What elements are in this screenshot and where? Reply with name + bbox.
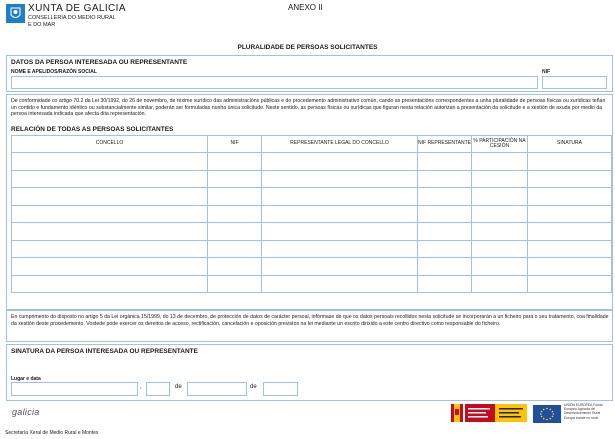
participacion-cell[interactable] (472, 188, 528, 206)
day-field[interactable] (146, 382, 170, 396)
annex-label: ANEXO II (288, 3, 323, 12)
column-header-concello: CONCELLO (12, 136, 208, 153)
name-field[interactable] (11, 76, 538, 89)
concello-cell[interactable] (12, 188, 208, 206)
year-field[interactable] (263, 382, 298, 396)
place-field[interactable] (11, 382, 138, 396)
participacion-cell[interactable] (472, 170, 528, 188)
representante-cell[interactable] (262, 258, 418, 276)
table-row (12, 153, 612, 171)
form-title: PLURALIDADE DE PERSOAS SOLICITANTES (237, 44, 378, 51)
galicia-logo (12, 407, 40, 417)
concello-cell[interactable] (12, 170, 208, 188)
column-header-nif-representante: NIF REPRESENTANTE (418, 136, 472, 153)
eu-flag-icon (533, 405, 561, 423)
table-row (12, 275, 612, 293)
nif-cell[interactable] (208, 205, 262, 223)
participacion-cell[interactable] (472, 258, 528, 276)
department-line-2: E DO MAR (28, 21, 56, 28)
comma-separator: , (140, 384, 142, 390)
nif-cell[interactable] (208, 275, 262, 293)
relation-section-title: RELACIÓN DE TODAS AS PERSOAS SOLICITANTES (11, 126, 174, 133)
intro-paragraph: De conformidade co artigo 70.2 da Lei 30/1992, do 26 de novembro, de réxime xurídico das administracións públicas e do procedemento administrativo común, cando as presentacións correspondentes a unha pluralidade de persoas físicas ou xurídicas teñan un contido e fundamento idéntico ou substancialmente similar, poderán ser formuladas nunha única solicitude. Neste sentido, as persoas físicas ou xurídicas que figuran nesta relación autorizan a presentación da solicitude e a xestión de axuda por medio da persoa interesada indicada que afecta dita representación. (11, 98, 606, 118)
table-row (12, 223, 612, 241)
sinatura-cell[interactable] (528, 153, 612, 171)
nif-representante-cell[interactable] (418, 205, 472, 223)
representante-cell[interactable] (262, 223, 418, 241)
column-header-participacion: % PARTICIPACIÓN NA CESIÓN (472, 136, 528, 153)
concello-cell[interactable] (12, 153, 208, 171)
sinatura-cell[interactable] (528, 223, 612, 241)
table-row (12, 188, 612, 206)
participacion-cell[interactable] (472, 223, 528, 241)
secretaria-label: Secretaría Xeral de Medio Rural e Montes (5, 430, 99, 436)
participacion-cell[interactable] (472, 275, 528, 293)
signature-section-title: SINATURA DA PERSOA INTERESADA OU REPRESENTANTE (11, 348, 198, 355)
sinatura-cell[interactable] (528, 275, 612, 293)
relation-section (6, 94, 613, 310)
nif-cell[interactable] (208, 170, 262, 188)
signature-section (6, 344, 613, 401)
table-row (12, 240, 612, 258)
representante-cell[interactable] (262, 188, 418, 206)
applicant-section-title: DATOS DA PERSOA INTERESADA OU REPRESENTANTE (11, 59, 188, 66)
nif-cell[interactable] (208, 153, 262, 171)
table-row (12, 170, 612, 188)
participacion-cell[interactable] (472, 205, 528, 223)
nif-representante-cell[interactable] (418, 223, 472, 241)
nif-representante-cell[interactable] (418, 153, 472, 171)
nif-representante-cell[interactable] (418, 275, 472, 293)
sinatura-cell[interactable] (528, 188, 612, 206)
sinatura-cell[interactable] (528, 240, 612, 258)
org-name: XUNTA DE GALICIA (28, 3, 126, 14)
spain-coat-of-arms-icon (451, 404, 463, 422)
nif-cell[interactable] (208, 188, 262, 206)
nif-representante-cell[interactable] (418, 240, 472, 258)
nif-field[interactable] (542, 76, 607, 89)
nif-label: NIF (542, 69, 551, 75)
column-header-representante: REPRESENTANTE LEGAL DO CONCELLO (262, 136, 418, 153)
place-date-row (7, 382, 612, 396)
representante-cell[interactable] (262, 240, 418, 258)
xunta-shield-icon (6, 4, 25, 23)
column-header-nif: NIF (208, 136, 262, 153)
table-row (12, 258, 612, 276)
table-row (12, 205, 612, 223)
eu-feader-text: UNIÓN EUROPEA Fondo Europeo Agrícola de Desenvolvemento Rural Europa inviste no rural (564, 403, 603, 420)
ministry-logo (465, 404, 527, 422)
department-line-1: CONSELLERÍA DO MEDIO RURAL (28, 15, 116, 21)
nif-cell[interactable] (208, 240, 262, 258)
de-separator-1: de (175, 384, 182, 390)
department-name (28, 15, 116, 28)
concello-cell[interactable] (12, 275, 208, 293)
participacion-cell[interactable] (472, 240, 528, 258)
concello-cell[interactable] (12, 240, 208, 258)
table-header-row (12, 136, 612, 153)
month-field[interactable] (187, 382, 247, 396)
xunta-logo (6, 4, 25, 23)
name-label: NOME E APELIDOS/RAZÓN SOCIAL (11, 69, 97, 75)
concello-cell[interactable] (12, 205, 208, 223)
table-body (12, 153, 612, 293)
privacy-paragraph: En cumprimento do disposto no artigo 5 da Lei orgánica 15/1999, do 13 de decembro, de protección de datos de carácter persoal, infórmase de que os datos persoais recollidos nesta solicitude se incorporarán a un ficheiro para o seu tratamento, coa finalidade da xestión deste procedemento. Vostede pode exercer os dereitos de acceso, rectificación, cancelación e oposición previstos na lei mediante un escrito dirixido a este centro directivo como responsable do ficheiro. (11, 314, 609, 327)
nif-representante-cell[interactable] (418, 188, 472, 206)
persons-table (11, 135, 612, 293)
eu-stars-icon (533, 405, 561, 423)
privacy-section (6, 310, 613, 342)
nif-cell[interactable] (208, 223, 262, 241)
galicia-logo-text: galicia (12, 407, 40, 417)
applicant-section (6, 55, 613, 92)
column-header-sinatura: SINATURA (528, 136, 612, 153)
de-separator-2: de (250, 384, 257, 390)
place-date-label: Lugar e data (11, 376, 41, 382)
concello-cell[interactable] (12, 258, 208, 276)
sinatura-cell[interactable] (528, 205, 612, 223)
representante-cell[interactable] (262, 170, 418, 188)
representante-cell[interactable] (262, 205, 418, 223)
representante-cell[interactable] (262, 275, 418, 293)
participacion-cell[interactable] (472, 153, 528, 171)
nif-cell[interactable] (208, 258, 262, 276)
sinatura-cell[interactable] (528, 258, 612, 276)
sinatura-cell[interactable] (528, 170, 612, 188)
representante-cell[interactable] (262, 153, 418, 171)
nif-representante-cell[interactable] (418, 170, 472, 188)
concello-cell[interactable] (12, 223, 208, 241)
nif-representante-cell[interactable] (418, 258, 472, 276)
